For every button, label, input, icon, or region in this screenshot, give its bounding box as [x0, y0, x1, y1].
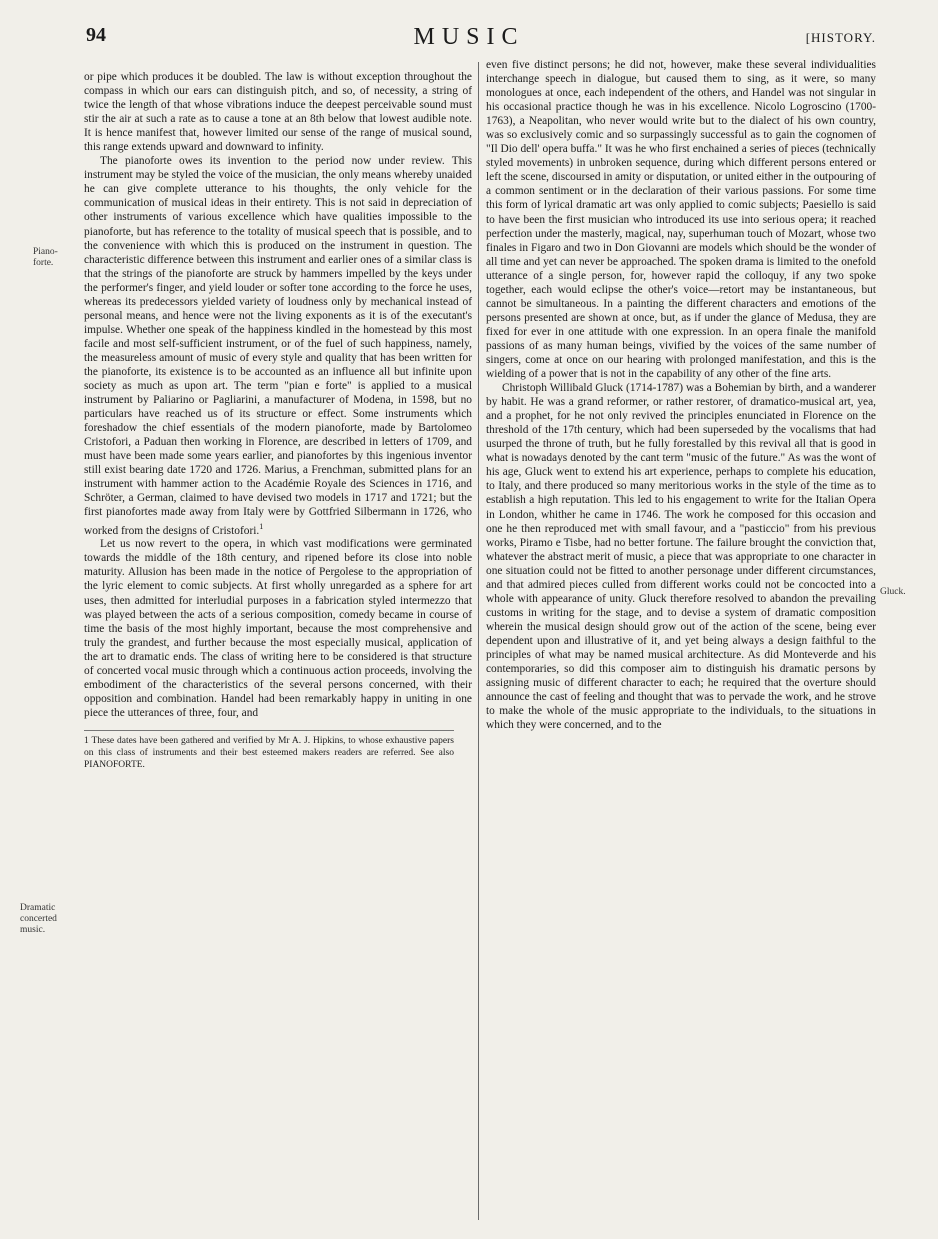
- running-title: MUSIC: [413, 24, 525, 50]
- left-column: [84, 70, 472, 771]
- left-paragraph-opera: Let us now revert to the opera, in which vast modifications were germinated towards the middle of the 18th century, and ripened before its close into noble maturity. Allusion has been made in the notice of Pergolese to the appropriation of the lyric element to comic subjects. At first wholly unregarded as a sphere for art uses, then admitted for interludial purposes in a fabrication styled intermezzo that was played between the acts of a serious composition, comedy became in course of time the basis of the most highly important, because the most comprehensive and truly the grandest, and further because the most especially musical, application of the art to dramatic ends. The class of writing here to be considered is that structure of concerted vocal music through which a continuous action proceeds, involving the embodiment of the characteristics of the several persons concerned, with their opposition and combination. Handel had been remarkably happy in uniting in one piece the utterances of three, four, and: [84, 538, 472, 719]
- margin-note-dramatic: Dramatic concerted music.: [20, 903, 57, 935]
- footnote-marker: 1: [259, 521, 264, 531]
- margin-note-gluck: Gluck.: [880, 587, 906, 597]
- footnote: 1 These dates have been gathered and verified by Mr A. J. Hipkins, to whose exhaustive papers on this class of instruments and their best esteemed makers readers are referred. See also PIANOFORTE.: [84, 730, 454, 771]
- margin-note-pianoforte: Piano-forte.: [33, 247, 58, 268]
- right-paragraph-1: even five distinct persons; he did not, however, make these several individualities interchange speech in dialogue, but caused them to sing, as it were, so many monologues at once, each independent of the others, and Handel was not singular in his occasional practice though he was in his excellence. Nicolo Logroscino (1700-1763), a Neapolitan, who never would write but to the dialect of his own country, was so exclusively comic and so surpassingly successful as to gain the cognomen of "Il Dio dell' opera buffa." It was he who first enchained a series of pieces (technically styled movements) in unbroken sequence, during which different persons entered or left the scene, discoursed in amity or disputation, or united either in the outpouring of a common sentiment or in the declaration of their various passions. For some time this form of lyrical dramatic art was only applied to comic subjects; Paesiello is said to have been the first musician who introduced its use into serious opera; it reached perfection under the masterly, magical, nay, superhuman touch of Mozart, whose two finales in Figaro and two in Don Giovanni are models which should be the wonder of all time and yet can never be approached. The spoken drama is limited to the onefold utterance of a single person, for, however rapid the colloquy, if any two spoke together, each would eclipse the other's voice—retort may be instantaneous, but cannot be simultaneous. In a painting the different characters and emotions of the persons presented are shown at once, but, as if under the glance of Medusa, they are fixed for ever in one attitude with one expression. In an opera finale the manifold passions of as many human beings, vivified by the voices of the same number of singers, come at once on our hearing with prolonged manifestation, and this is the wielding of a power that is not in the capability of any other of the fine arts.: [486, 59, 876, 381]
- left-paragraph-pianoforte: [84, 154, 472, 537]
- column-divider: [478, 62, 479, 1220]
- running-header: [0, 24, 938, 54]
- right-paragraph-gluck: Christoph Willibald Gluck (1714-1787) was a Bohemian by birth, and a wanderer by habit. He was a grand reformer, or rather restorer, of dramatico-musical art, yea, and a prophet, for he not only revived the principles enunciated in Florence on the threshold of the 17th century, which had been superseded by the vocalisms that had usurped the throne of truth, but he fully forestalled by this revival all that is good in what is nowadays denoted by the cant term "music of the future." As was the wont of his age, Gluck went to extend his art experience, perhaps to complete his education, to Italy, and there produced so many meritorious works in the style of the time as to establish a high reputation. This led to his engagement to write for the Italian Opera in London, whither he came in 1746. The work he composed for this occasion and one he then reproduced met with small favour, and a "pasticcio" from his previous works, Piramo e Tisbe, had no better fortune. The failure brought the conviction that, whatever the abstract merit of music, a piece that was appropriate to one character in one situation could not be fitted to another personage under different circumstances, and that admired pieces culled from different works could not be concocted into a whole with appearance of unity. Gluck therefore resolved to abandon the prevailing customs in writing for the stage, and to devise a system of dramatic composition wherein the musical design should grow out of the action of the scene, being ever dependent upon and illustrative of it, and yet being always a design faithful to the principles of what may be named musical architecture. As did Monteverde and his contemporaries, so did this composer aim to distinguish his dramatic persons by assigning music of different character to each; he required that the overture should announce the cast of feeling and thought that was to pervade the work, and he strove to make the whole of the music appropriate to the individuals, to the situations in which they were concerned, and to the: [486, 382, 876, 732]
- section-tag: [HISTORY.: [805, 30, 876, 45]
- pianoforte-text: The pianoforte owes its invention to the period now under review. This instrument may be styled the voice of the musician, the only means whereby unaided he can give complete utterance to his thoughts, the only vehicle for the communication of musical ideas in their entirety. This is not said in depreciation of other instruments of various excellence which have qualities impossible to the pianoforte, but has reference to the totality of musical speech that is possible, and to the convenience with which this is produced on the instrument in question. The characteristic difference between this instrument and earlier ones of a similar class is that the strings of the pianoforte are struck by hammers impelled by the keys under the performer's finger, and yield louder or softer tone according to the force he uses, whereas its predecessors yielded variety of loudness only by mechanical instead of personal means, and hence were not the living exponents as it is of the executant's impulse. Whether one speak of the happiness kindled in the homestead by this most facile and most self-sufficient instrument, or of the fuel of such happiness, namely, the measureless amount of music of every style and quality that has been written for the pianoforte, its existence is to be accounted as an influence all but infinite upon society as much as upon art. The term "pian e forte" is applied to a musical instrument by Paliarino or Pagliarini, a manufacturer of Modena, in 1598, but no particulars have reached us of its structure or effect. Some instruments which foreshadow the chief essentials of the modern pianoforte, made by Bartolomeo Cristofori, a Paduan then working in Florence, are described in letters of 1709, and must have been made some years earlier, and pianofortes by this ingenious inventor still exist bearing date 1720 and 1726. Marius, a Frenchman, submitted plans for an instrument with hammer action to the Académie Royale des Sciences in 1716, and Schröter, a German, claimed to have devised two models in 1717 and 1721; but the first pianofortes made away from Italy were by Gottfried Silbermann in 1726, who worked from the designs of Cristofori.: [84, 155, 472, 537]
- page-number: 94: [86, 24, 106, 46]
- left-paragraph-1: or pipe which produces it be doubled. The law is without exception throughout the compass in which our ears can distinguish pitch, and so, of necessity, a string of twice the length of that whose vibrations induce the deepest perceivable sound must stir the air at such a rate as to cause a tone at an 8th below that lowest audible note. It is hence manifest that, however limited our sense of the range of musical sound, this range extends upward and downward to infinity.: [84, 71, 472, 154]
- right-column: [486, 58, 876, 732]
